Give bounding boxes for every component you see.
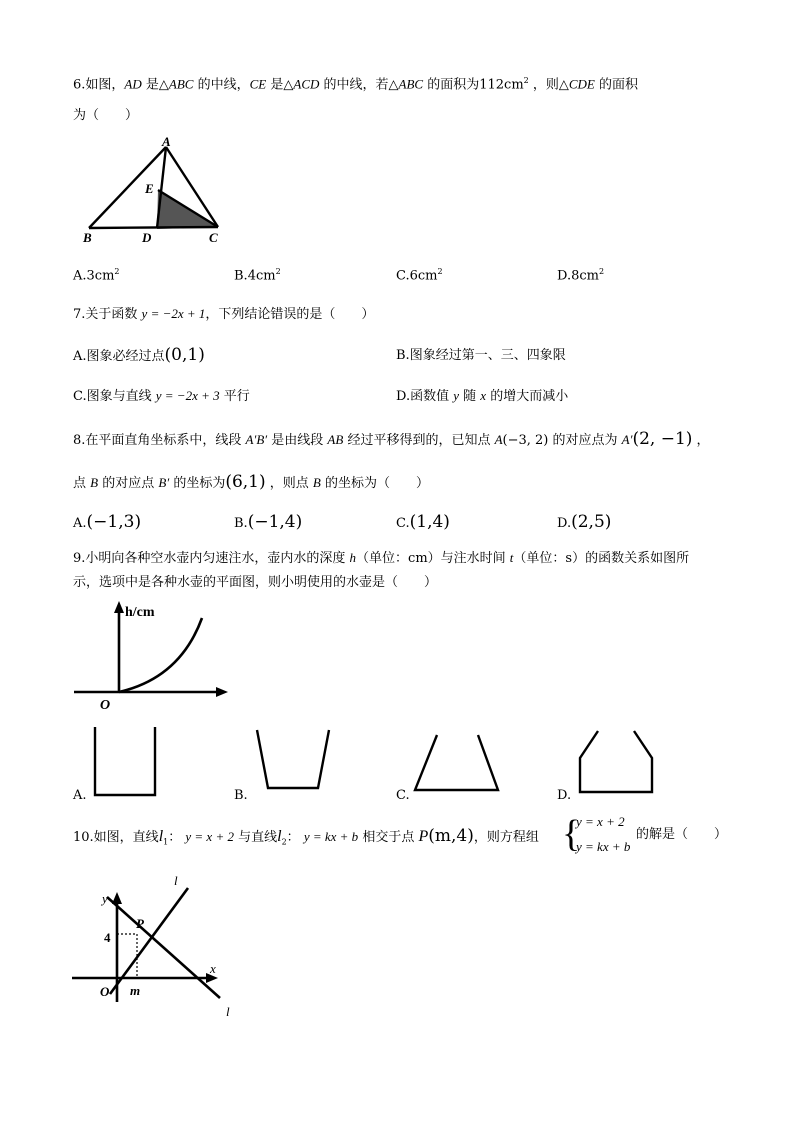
q8-option-c: C.(1,4)	[396, 512, 450, 532]
q9-depth-time-graph	[70, 596, 235, 714]
graph-m-label: m	[130, 983, 141, 998]
graph-l2-label: l	[226, 1004, 230, 1019]
q6-option-a: $A.3cm^2$	[73, 267, 120, 284]
q9-option-c-label: C.	[396, 788, 410, 803]
label-e: E	[145, 181, 154, 196]
kettle-d-shape	[572, 728, 662, 796]
axis-label-h: h/cm	[125, 605, 155, 620]
q6-triangle-figure	[80, 133, 230, 245]
graph-x-label: x	[210, 961, 216, 976]
q8-option-d: D.(2,5)	[557, 512, 612, 532]
q7-option-b: B.图象经过第一、三、四象限	[396, 348, 566, 363]
q9-stem-line1: 9.小明向各种空水壶内匀速注水，壶内水的深度 h（单位：cm）与注水时间 t（单位：s）的函数关系如图所	[73, 550, 690, 566]
q7-option-c: C.图象与直线 y = −2x + 3 平行	[73, 388, 250, 404]
q7-stem: 7.关于函数 y = −2x + 1，下列结论错误的是（ ）	[73, 306, 375, 322]
q8-option-a: A.(−1,3)	[73, 512, 142, 532]
q7-option-d: D.函数值 y 随 x 的增大而减小	[396, 388, 569, 404]
label-a: A	[162, 134, 171, 149]
q9-option-a-label: A.	[73, 788, 87, 803]
q6-stem-line2: 为（ ）	[73, 108, 139, 123]
kettle-b-shape	[254, 728, 334, 793]
q7-option-a: A.图象必经过点(0,1)	[73, 345, 205, 365]
q9-option-b-label: B.	[234, 788, 248, 803]
q10-line-graph	[70, 870, 240, 1020]
q8-stem-line1: 8.在平面直角坐标系中，线段 A′B′ 是由线段 AB 经过平移得到的，已知点 A(−3, 2) 的对应点为 A′(2, −1) ，	[73, 429, 710, 449]
kettle-a-shape	[90, 725, 160, 797]
q6-stem-line1: 6.如图，AD 是△ABC 的中线，CE 是△ACD 的中线，若△ABC 的面积为$112cm^2$ ，则△CDE 的面积	[73, 76, 639, 93]
kettle-c-shape	[412, 730, 502, 795]
q10-system-eq2: y = kx + b	[576, 839, 631, 854]
label-b: B	[83, 230, 92, 245]
graph-p-label: P	[136, 916, 144, 931]
q6-option-c: $C.6cm^2$	[396, 267, 443, 284]
q9-option-d-label: D.	[557, 788, 572, 803]
q10-stem-tail: 的解是（ ）	[636, 827, 728, 842]
graph-tick-4: 4	[104, 930, 111, 945]
label-d: D	[142, 230, 152, 245]
q6-option-d: $D.8cm^2$	[557, 267, 605, 284]
origin-label: O	[100, 698, 111, 713]
graph-l1-label: l	[174, 873, 178, 888]
q6-option-b: $B.4cm^2$	[234, 267, 281, 284]
label-c: C	[209, 230, 218, 245]
q10-system-brace: {	[562, 813, 581, 855]
graph-y-label: y	[102, 891, 108, 906]
q9-stem-line2: 示，选项中是各种水壶的平面图，则小明使用的水壶是（ ）	[73, 575, 438, 590]
q8-stem-line2: 点 B 的对应点 B′ 的坐标为(6,1) ，则点 B 的坐标为（ ）	[73, 472, 430, 492]
q10-stem: 10.如图，直线$l_1$： y = x + 2 与直线$l_2$： y = kx + b 相交于点 P(m,4)，则方程组	[73, 826, 539, 847]
q8-option-b: B.(−1,4)	[234, 512, 303, 532]
graph-origin-label: O	[100, 984, 110, 999]
q10-system-eq1: y = x + 2	[576, 814, 625, 829]
